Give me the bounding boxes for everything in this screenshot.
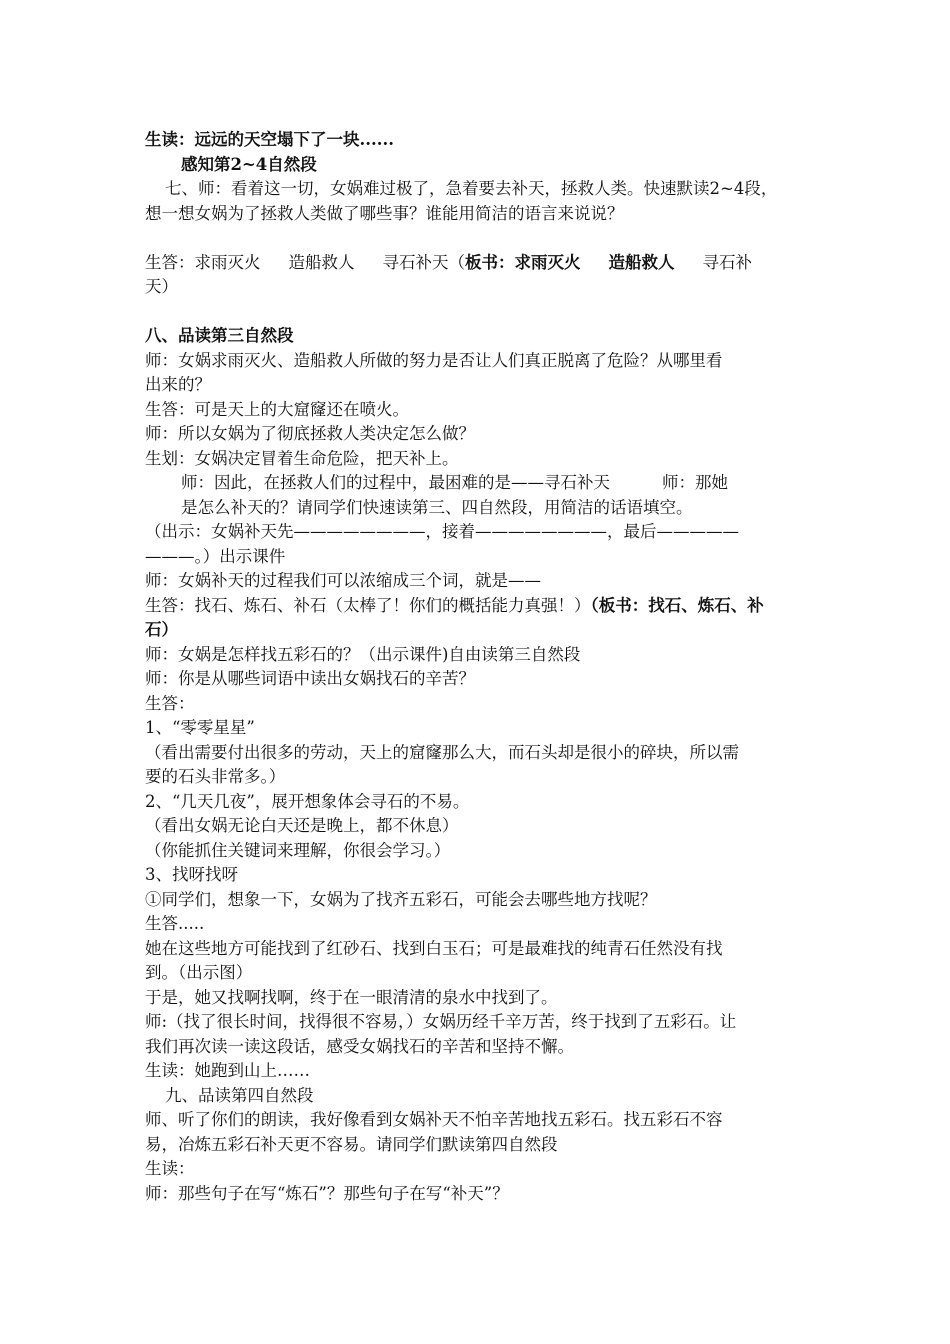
line: 我们再次读一读这段话，感受女娲找石的辛苦和坚持不懈。 [145, 1036, 574, 1056]
line: 于是，她又找啊找啊，终于在一眼清清的泉水中找到了。 [145, 987, 558, 1007]
board-note: 板书：求雨灭火 [465, 252, 581, 272]
lesson-text [145, 128, 810, 1206]
text-run: 寻石补 [702, 252, 752, 272]
line: 易，冶炼五彩石补天更不容易。请同学们默读第四自然段 [145, 1134, 558, 1154]
line: 生划：女娲决定冒着生命危险，把天补上。 [145, 448, 459, 468]
line: 她在这些地方可能找到了红砂石、找到白玉石；可是最难找的纯青石任然没有找 [145, 938, 723, 958]
line: 师：所以女娲为了彻底拯救人类决定怎么做？ [145, 424, 475, 443]
line: （看出需要付出很多的劳动，天上的窟窿那么大，而石头却是很小的碎块，所以需 [145, 742, 739, 762]
text-run: 寻石补天（ [382, 252, 465, 272]
line: 师：女娲求雨灭火、造船救人所做的努力是否让人们真正脱离了危险？从哪里看 [145, 350, 723, 370]
line: 生答：可是天上的大窟窿还在喷火。 [145, 399, 409, 419]
line: 想一想女娲为了拯救人类做了哪些事？谁能用简洁的语言来说说？ [145, 203, 624, 223]
text-run: 生答：找石、炼石、补石（太棒了！你们的概括能力真强！） [145, 595, 591, 615]
section-heading: 八、品读第三自然段 [145, 326, 294, 345]
line: ———。）出示课件 [145, 546, 286, 566]
line: 师：你是从哪些词语中读出女娲找石的辛苦？ [145, 669, 475, 688]
board-note: （板书：找石、炼石、补 [590, 595, 764, 615]
line: 生答..... [145, 914, 205, 933]
line: （你能抓住关键词来理解，你很会学习。） [145, 840, 451, 860]
line [145, 594, 810, 619]
line: 师：那些句子在写“炼石”？那些句子在写“补天”？ [145, 1183, 509, 1203]
line: 到。（出示图） [145, 963, 253, 982]
blank-line [145, 300, 810, 325]
line: 出来的？ [145, 375, 211, 394]
text-run: 师：那她 [662, 473, 728, 492]
line: 师、听了你们的朗读，我好像看到女娲补天不怕辛苦地找五彩石。找五彩石不容 [145, 1110, 723, 1129]
line: 天） [145, 277, 178, 296]
line: 生读： [145, 1159, 195, 1178]
line: 生读：她跑到山上…… [145, 1061, 310, 1080]
line: （看出女娲无论白天还是晚上，都不休息） [145, 816, 459, 835]
line: ①同学们，想象一下，女娲为了找齐五彩石，可能会去哪些地方找呢？ [145, 889, 657, 909]
line: 师:（找了很长时间，找得很不容易，）女娲历经千辛万苦，终于找到了五彩石。让 [145, 1012, 737, 1031]
section-heading: 感知第2~4自然段 [181, 154, 317, 174]
line: 1、“零零星星” [145, 718, 255, 737]
line [145, 251, 810, 276]
line: 是怎么补天的？请同学们快速读第三、四自然段，用简洁的话语填空。 [181, 497, 693, 517]
line: 生答： [145, 693, 195, 713]
line: 2、“几天几夜”，展开想象体会寻石的不易。 [145, 791, 470, 811]
text-run: 造船救人 [288, 252, 355, 272]
board-note: 石） [145, 620, 178, 639]
line: 师：女娲补天的过程我们可以浓缩成三个词，就是—— [145, 571, 541, 590]
line: 3、找呀找呀 [145, 865, 238, 884]
section-heading: 九、品读第四自然段 [165, 1085, 314, 1105]
text-run: 师：因此，在拯救人们的过程中，最困难的是——寻石补天 [181, 473, 610, 492]
blank-line [145, 226, 810, 251]
line: （出示：女娲补天先————————，接着————————，最后————— [145, 522, 739, 541]
board-note: 造船救人 [608, 252, 675, 272]
line: 要的石头非常多。） [145, 767, 286, 786]
line [145, 471, 810, 496]
text-run: 生答：求雨灭火 [145, 252, 261, 272]
line: 七、师：看着这一切，女娲难过极了，急着要去补天，拯救人类。快速默读2~4段， [165, 179, 778, 198]
line: 生读：远远的天空塌下了一块...... [145, 130, 394, 149]
line: 师：女娲是怎样找五彩石的？（出示课件)自由读第三自然段 [145, 644, 581, 664]
